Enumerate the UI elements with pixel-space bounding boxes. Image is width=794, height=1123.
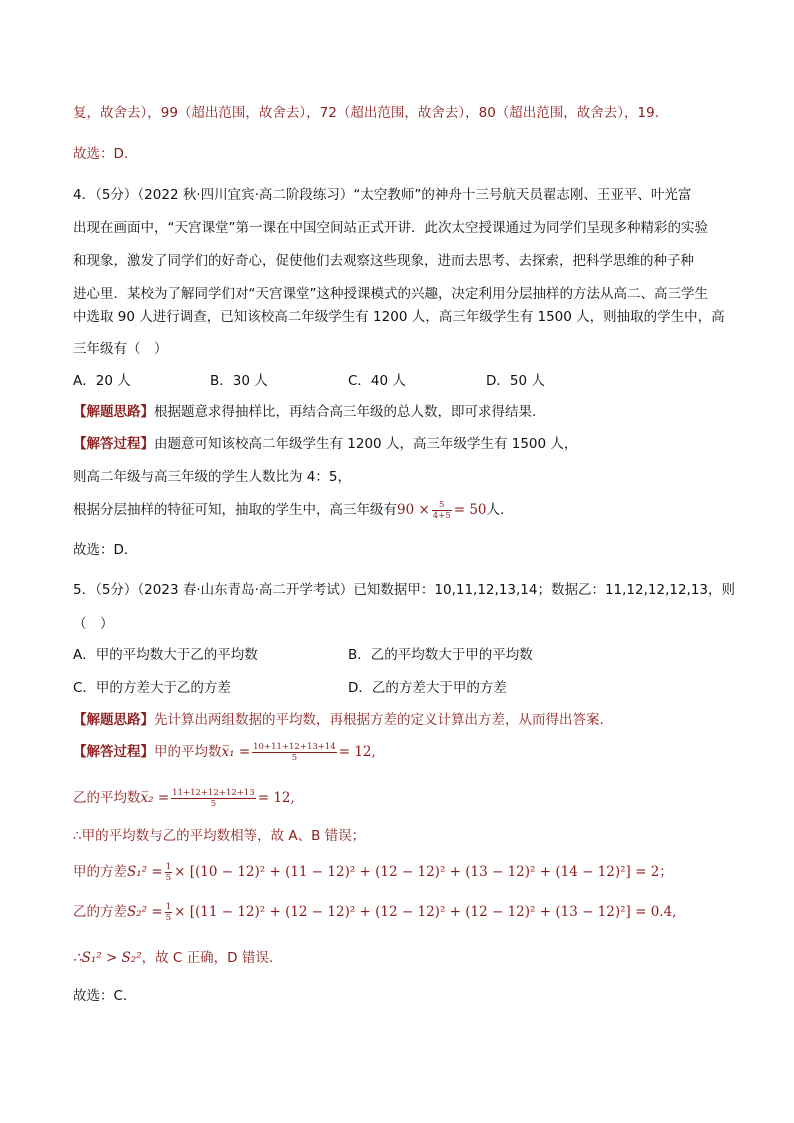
q5-mean-1-den: 5 (291, 752, 298, 763)
q5-mean-2-eq: = (157, 790, 170, 806)
q5-mean-1-num: 10+11+12+13+14 (253, 741, 336, 752)
q5-mean-2-fraction (171, 788, 256, 809)
q5-stem-line-2: （ ） (73, 616, 114, 632)
q4-process-2: 则高二年级与高三年级的学生人数比为 4：5， (73, 469, 351, 485)
q5-variance-1-text: 甲的方差 (73, 864, 127, 880)
q4-stem-line-1: 4．（5分）（2022 秋·四川宜宾·高二阶段练习）“太空教师”的神舟十三号航天员翟志刚、王亚平、叶光富 (73, 187, 692, 203)
prev-answer: 故选：D. (73, 146, 129, 162)
q5-variance-1-num: 1 (165, 861, 172, 872)
q4-option-b: B．30 人 (210, 373, 268, 389)
q5-variance-2-expr: × [(11 − 12)² + (12 − 12)² + (12 − 12)² + (12 − 12)² + (13 − 12)²] = 0.4, (174, 904, 677, 920)
q5-mean-2-symbol: x̅₂ (140, 790, 154, 806)
q4-process-1 (73, 432, 577, 452)
q4-fraction-num: 5 (432, 500, 452, 511)
q5-variance-2 (73, 900, 676, 923)
q4-idea (73, 400, 536, 420)
q5-conclusion-2-text: ，故 C 正确，D 错误. (141, 950, 274, 966)
q5-mean-1-symbol: x̅₁ (221, 744, 235, 760)
q5-process-tag: 【解答过程】 (73, 744, 154, 760)
q4-process-tag: 【解答过程】 (73, 436, 154, 452)
q4-stem-line-5: 中选取 90 人进行调查，已知该校高二年级学生有 1200 人，高三年级学生有 1500 人，则抽取的学生中，高 (73, 309, 725, 325)
q5-variance-2-text: 乙的方差 (73, 904, 127, 920)
q4-formula-left: 90 × (397, 502, 430, 518)
q5-mean-1-text: 甲的平均数 (154, 744, 222, 760)
q5-variance-1-fraction (165, 862, 172, 883)
q4-stem-line-3: 和现象，激发了同学们的好奇心，促使他们去观察这些现象，进而去思考、去探索，把科学思维的种子种 (73, 253, 694, 269)
q4-option-a: A．20 人 (73, 373, 131, 389)
q5-variance-1 (73, 860, 673, 883)
q4-stem-line-4: 进心里．某校为了解同学们对“天宫课堂”这种授课模式的兴趣，决定利用分层抽样的方法从高二、高三学生 (73, 286, 708, 302)
q5-conclusion-2-symbol: ∴S₁² > S₂² (73, 950, 142, 966)
q5-mean-2 (73, 786, 295, 809)
q5-conclusion-1: ∴甲的平均数与乙的平均数相等，故 A、B 错误； (73, 828, 366, 844)
q5-mean-2-text: 乙的平均数 (73, 790, 141, 806)
q4-idea-tag: 【解题思路】 (73, 404, 154, 420)
q5-option-d: D．乙的方差大于甲的方差 (348, 680, 507, 696)
q5-mean-1-eq: = (238, 744, 251, 760)
q4-idea-text: 根据题意求得抽样比，再结合高三年级的总人数，即可求得结果. (154, 404, 537, 420)
q5-stem-line-1: 5．（5分）（2023 春·山东青岛·高二开学考试）已知数据甲：10,11,12,13,14；数据乙：11,12,12,12,13，则 (73, 582, 736, 598)
q5-option-c: C．甲的方差大于乙的方差 (73, 680, 231, 696)
q5-variance-2-den: 5 (165, 912, 172, 923)
q5-mean-1-result: = 12, (338, 744, 376, 760)
q4-stem-line-6: 三年级有（ ） (73, 341, 168, 357)
q5-conclusion-2 (73, 946, 273, 966)
q5-variance-1-symbol: S₁² = (127, 864, 163, 880)
q4-formula-unit: 人. (486, 502, 505, 518)
q4-process-text-1: 由题意可知该校高二年级学生有 1200 人，高三年级学生有 1500 人， (154, 436, 578, 452)
q5-variance-2-num: 1 (165, 901, 172, 912)
q4-fraction (432, 500, 452, 521)
q5-variance-1-expr: × [(10 − 12)² + (11 − 12)² + (12 − 12)² + (13 − 12)² + (14 − 12)²] = 2； (174, 864, 673, 880)
q5-option-b: B．乙的平均数大于甲的平均数 (348, 647, 533, 663)
q4-answer: 故选：D． (73, 542, 138, 558)
q5-variance-1-den: 5 (165, 872, 172, 883)
q5-idea-tag: 【解题思路】 (73, 712, 154, 728)
q5-option-a: A．甲的平均数大于乙的平均数 (73, 647, 258, 663)
q4-process-text-3: 根据分层抽样的特征可知，抽取的学生中，高三年级有 (73, 502, 397, 518)
q5-variance-2-fraction (165, 902, 172, 923)
q5-mean-1 (73, 740, 376, 763)
q4-option-d: D．50 人 (486, 373, 545, 389)
q5-mean-2-den: 5 (210, 798, 217, 809)
q4-option-c: C．40 人 (348, 373, 406, 389)
q4-process-3 (73, 498, 504, 521)
q5-answer: 故选：C． (73, 988, 137, 1004)
q4-stem-line-2: 出现在画面中，“天宫课堂”第一课在中国空间站正式开讲．此次太空授课通过为同学们呈现多种精彩的实验 (73, 220, 708, 236)
q4-fraction-den: 4+5 (432, 510, 451, 521)
prev-solution-line: 复，故舍去），99（超出范围，故舍去），72（超出范围，故舍去），80（超出范围，故舍去），19. (73, 105, 660, 121)
q5-mean-2-result: = 12, (257, 790, 295, 806)
q5-variance-2-symbol: S₂² = (127, 904, 163, 920)
q4-formula-right: = 50 (453, 502, 487, 518)
q5-idea-text: 先计算出两组数据的平均数，再根据方差的定义计算出方差，从而得出答案. (154, 712, 604, 728)
q5-mean-2-num: 11+12+12+12+13 (172, 787, 255, 798)
q5-idea (73, 708, 604, 728)
q5-mean-1-fraction (252, 742, 337, 763)
